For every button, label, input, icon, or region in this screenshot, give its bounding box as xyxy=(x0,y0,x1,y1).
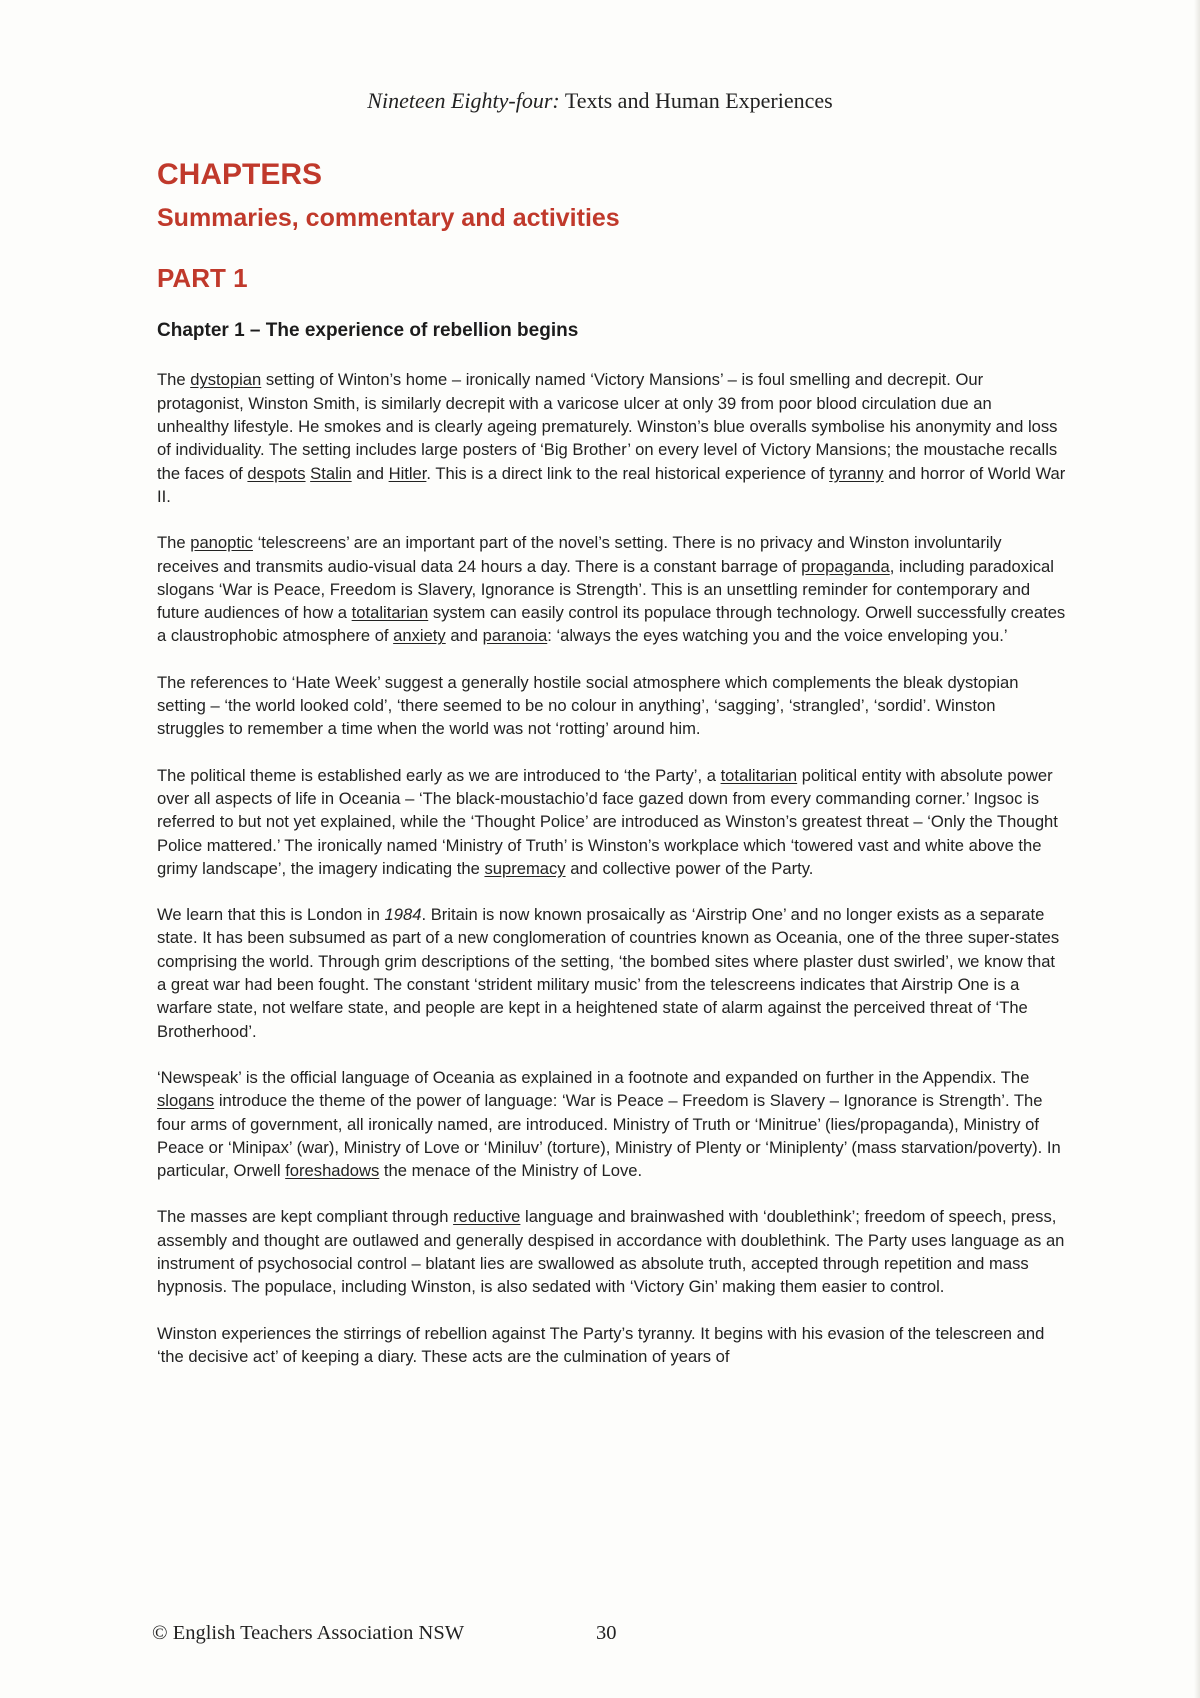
paragraph: We learn that this is London in 1984. Britain is now known prosaically as ‘Airstrip One’ and no longer exists as a separate state. It has been subsumed as part of a new conglomeration of countries known as Oceania, one of the three super-states comprising the world. Through grim descriptions of the setting, ‘the bombed sites where plaster dust swirled’, we know that a great war had been fought. The constant ‘strident military music’ from the telescreens indicates that Airstrip One is a warfare state, not welfare state, and people are kept in a heightened state of alarm against the perceived threat of ‘The Brotherhood’. xyxy=(157,905,1060,1041)
key-term: Stalin xyxy=(310,463,352,483)
paragraph: The political theme is established early as we are introduced to ‘the Party’, a totalitarian political entity with absolute power over all aspects of life in Oceania – ‘The black-moustachio’d face gazed down from every commanding corner.’ Ingsoc is referred to but not yet explained, while the ‘Thought Police’ are introduced as Winston’s greatest threat – ‘Only the Thought Police mattered.’ The ironically named ‘Ministry of Truth’ is Winston’s workplace which ‘towered vast and white above the grimy landscape’, the imagery indicating the supremacy and collective power of the Party. xyxy=(157,765,1058,878)
page-number: 30 xyxy=(596,1622,617,1644)
key-term: dystopian xyxy=(190,370,262,390)
key-term: panoptic xyxy=(190,533,253,553)
key-term: totalitarian xyxy=(351,603,429,623)
footer-copyright: © English Teachers Association NSW xyxy=(152,1622,465,1644)
key-term: Hitler xyxy=(388,463,427,483)
key-term: despots xyxy=(247,463,306,483)
chapters-heading: CHAPTERS xyxy=(157,158,323,191)
page-edge-shadow xyxy=(1194,0,1200,1698)
key-term: paranoia xyxy=(482,626,548,646)
paragraph: ‘Newspeak’ is the official language of Oceania as explained in a footnote and expanded on further in the Appendix. The slogans introduce the theme of the power of language: ‘War is Peace – Freedom is Slavery – Ignorance is Strength’. The four arms of government, all ironically named, are introduced. Ministry of Truth or ‘Minitrue’ (lies/propaganda), Ministry of Peace or ‘Minipax’ (war), Ministry of Love or ‘Miniluv’ (torture), Ministry of Plenty or ‘Miniplenty’ (mass starvation/poverty). In particular, Orwell foreshadows the menace of the Ministry of Love. xyxy=(157,1067,1061,1181)
main-content xyxy=(157,158,1067,1368)
paragraph: Winston experiences the stirrings of rebellion against The Party’s tyranny. It begins with his evasion of the telescreen and ‘the decisive act’ of keeping a diary. These acts are the culmination of years of xyxy=(157,1323,1045,1366)
key-term: slogans xyxy=(157,1091,215,1111)
paragraph: The masses are kept compliant through reductive language and brainwashed with ‘doublethink’; freedom of speech, press, assembly and thought are outlawed and generally despised in accordance with doublethink. The Party uses language as an instrument of psychosocial control – blatant lies are swallowed as absolute truth, accepted through repetition and mass hypnosis. The populace, including Winston, is also sedated with ‘Victory Gin’ making them easier to control. xyxy=(157,1207,1065,1297)
italic-text: 1984 xyxy=(384,905,422,925)
key-term: anxiety xyxy=(393,626,446,646)
key-term: totalitarian xyxy=(720,765,798,785)
header-subtitle: Texts and Human Experiences xyxy=(559,88,833,113)
chapters-subtitle: Summaries, commentary and activities xyxy=(157,203,620,232)
paragraph: The panoptic ‘telescreens’ are an important part of the novel’s setting. There is no privacy and Winston involuntarily receives and transmits audio-visual data 24 hours a day. There is a constant barrage of propaganda, including paradoxical slogans ‘War is Peace, Freedom is Slavery, Ignorance is Strength’. This is an unsettling reminder for contemporary and future audiences of how a totalitarian system can easily control its populace through technology. Orwell successfully creates a claustrophobic atmosphere of anxiety and paranoia: ‘always the eyes watching you and the voice enveloping you.’ xyxy=(157,533,1066,646)
paragraph: The dystopian setting of Winton’s home – ironically named ‘Victory Mansions’ – is foul smelling and decrepit. Our protagonist, Winston Smith, is similarly decrepit with a varicose ulcer at only 39 from poor blood circulation due an unhealthy lifestyle. He smokes and is clearly ageing prematurely. Winston’s blue overalls symbolise his anonymity and loss of individuality. The setting includes large posters of ‘Big Brother’ on every level of Victory Mansions; the moustache recalls the faces of despots Stalin and Hitler. This is a direct link to the real historical experience of tyranny and horror of World War II. xyxy=(157,370,1066,506)
key-term: reductive xyxy=(453,1207,521,1227)
header-book-title: Nineteen Eighty-four: xyxy=(367,88,560,113)
part-heading: PART 1 xyxy=(157,262,248,293)
chapter-heading: Chapter 1 – The experience of rebellion begins xyxy=(157,319,579,341)
running-header xyxy=(0,88,1200,114)
key-term: propaganda xyxy=(801,556,890,576)
key-term: foreshadows xyxy=(285,1161,380,1181)
key-term: supremacy xyxy=(484,858,566,878)
key-term: tyranny xyxy=(829,463,884,483)
paragraph: The references to ‘Hate Week’ suggest a generally hostile social atmosphere which complements the bleak dystopian setting – ‘the world looked cold’, ‘there seemed to be no colour in anything’, ‘sagging’, ‘strangled’, ‘sordid’. Winston struggles to remember a time when the world was not ‘rotting’ around him. xyxy=(157,672,1019,739)
